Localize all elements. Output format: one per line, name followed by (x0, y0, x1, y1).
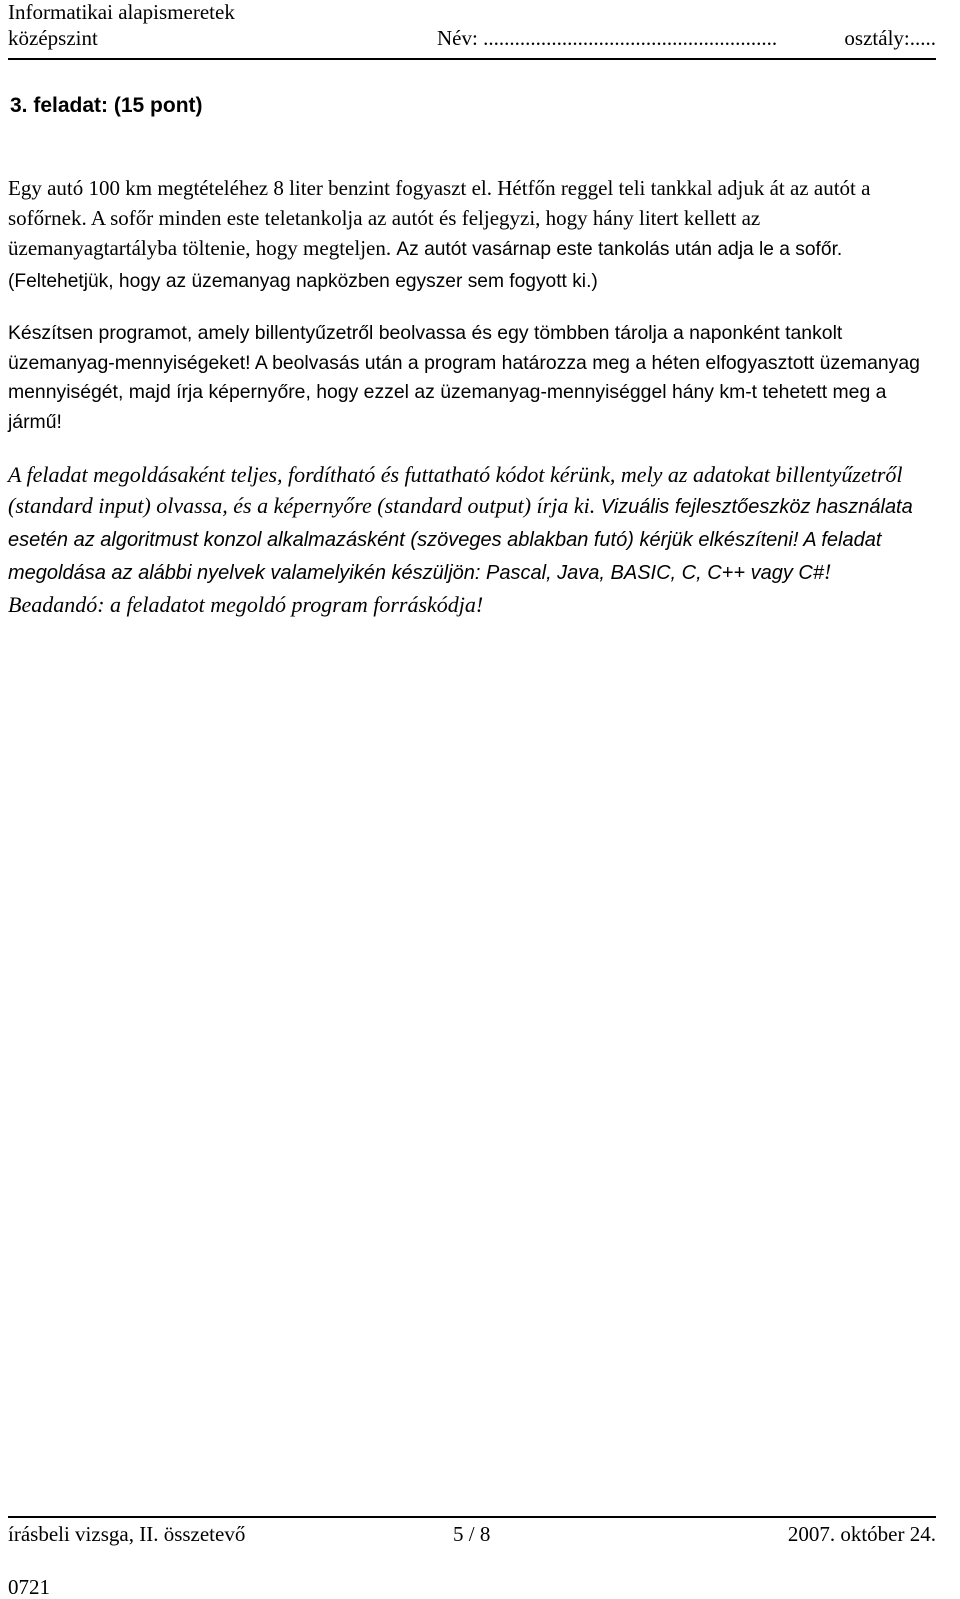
header-level: középszint (8, 26, 98, 50)
task-instructions (8, 459, 933, 620)
footer-divider (8, 1516, 936, 1518)
footer-date: 2007. október 24. (787, 1522, 936, 1546)
task-description (8, 173, 933, 297)
footer-row (8, 1522, 936, 1548)
task-instructions-part3: ! Beadandó: a feladatot megoldó program forráskódja! (8, 559, 832, 617)
task-instructions-part2: Vizuális fejlesztőeszköz használata esetén az algoritmust konzol alkalmazásként (szöveges ablakban futó) kérjük elkészíteni! A feladat megoldása az alábbi nyelvek valamelyikén készüljön: Pascal, Java, BASIC, C, C++ vagy C# (8, 496, 913, 584)
header-subject: Informatikai alapismeretek (8, 0, 235, 24)
footer-code: 0721 (8, 1575, 50, 1599)
task-instructions-part1: A feladat megoldásaként teljes, fordítható és futtatható kódot kérünk, mely az adatokat billentyűzetről (standard input) olvassa, és a képernyőre (standard output) írja ki. (8, 462, 903, 518)
header-class-field: osztály:..... (844, 26, 936, 50)
footer-exam: írásbeli vizsga, II. összetevő (8, 1522, 246, 1546)
task-requirements: Készítsen programot, amely billentyűzetről beolvassa és egy tömbben tárolja a naponként tankolt üzemanyag-mennyiségeket! A beolvasás után a program határozza meg a héten elfogyasztott üzemanyag mennyiségét, majd írja képernyőre, hogy ezzel az üzemanyag-mennyiséggel hány km-t tehetett meg a jármű! (8, 322, 920, 433)
task-description-sans: Az autót vasárnap este tankolás után adja le a sofőr. (Feltehetjük, hogy az üzemanyag napközben egyszer sem fogyott ki.) (8, 239, 843, 292)
header-divider (8, 58, 936, 60)
footer-page-number: 5 / 8 (453, 1522, 491, 1546)
task-description-serif: Egy autó 100 km megtételéhez 8 liter benzint fogyaszt el. Hétfőn reggel teli tankkal adjuk át az autót a sofőrnek. A sofőr minden este teletankolja az autót és feljegyzi, hogy hány litert kellett az üzemanyagtartályba töltenie, hogy megteljen. (8, 176, 871, 260)
task-title: 3. feladat: (15 pont) (10, 94, 203, 117)
header-name-field: Név: ........................................................ (437, 26, 778, 50)
